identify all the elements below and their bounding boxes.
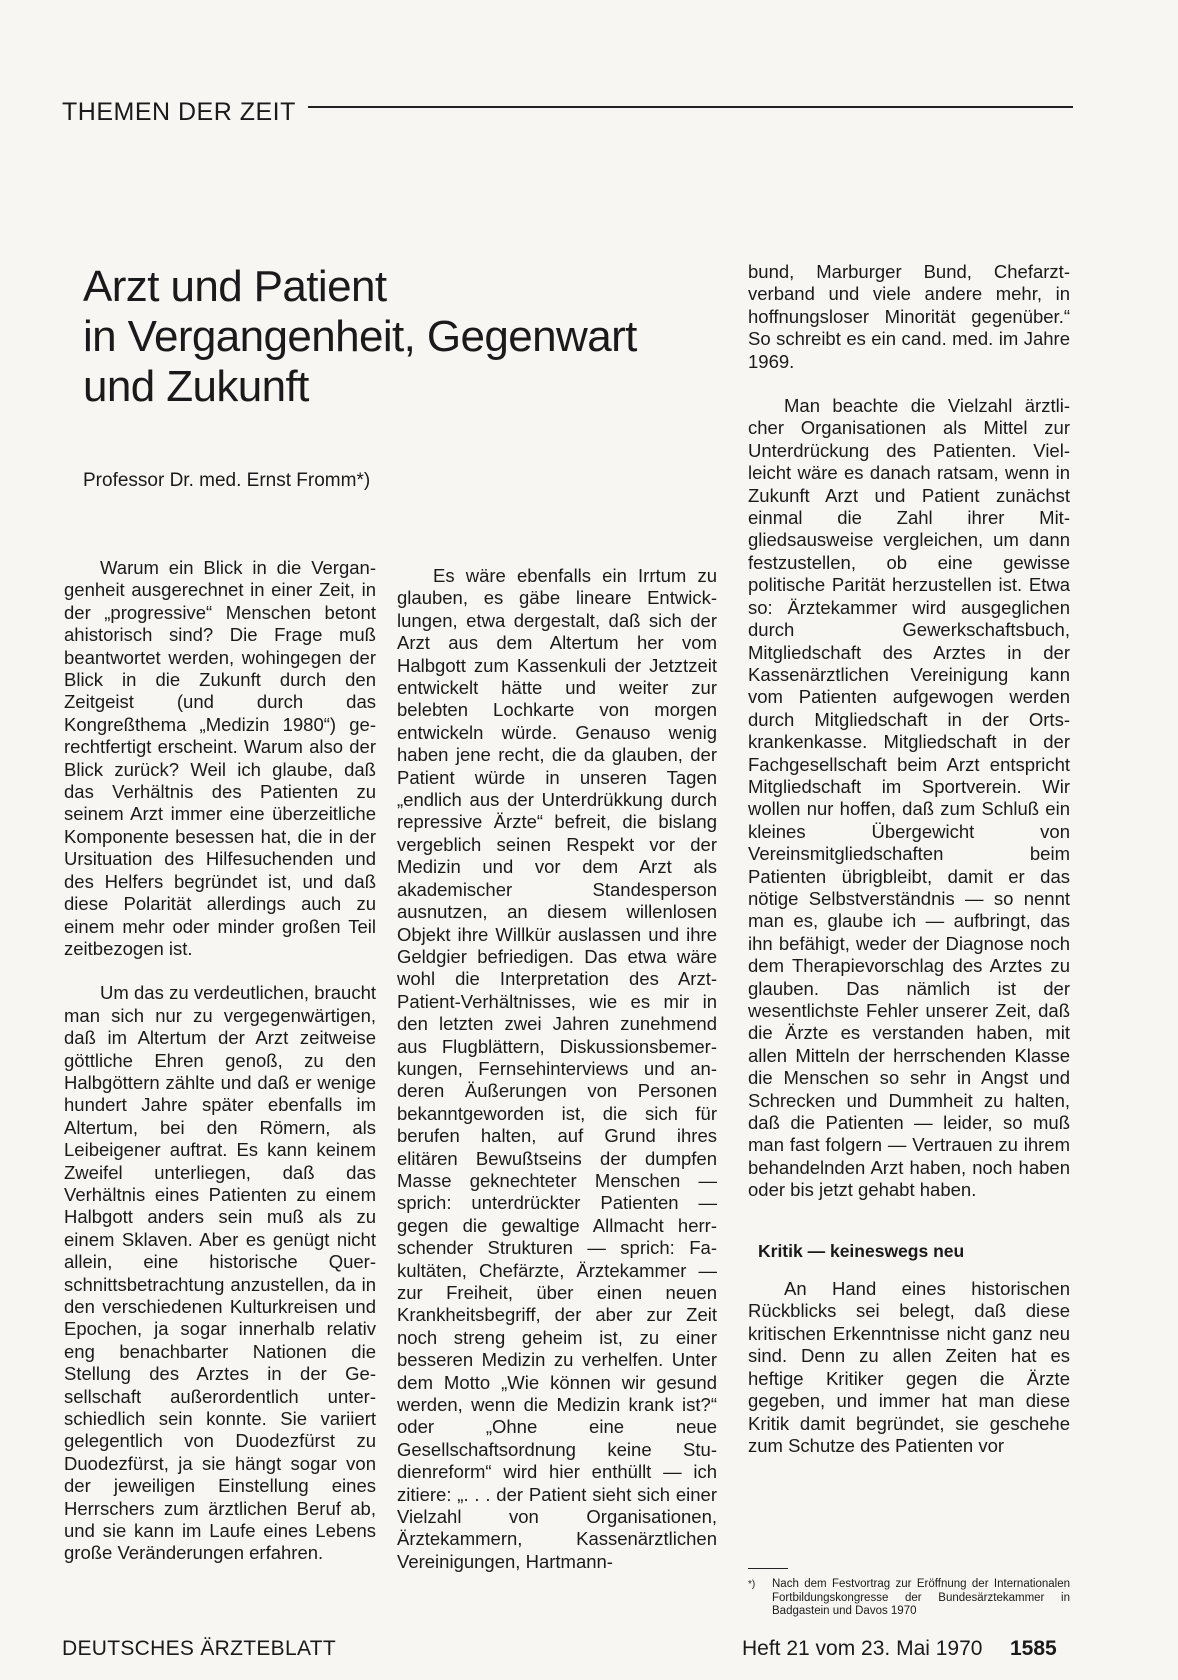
footnote-text: Nach dem Festvortrag zur Eröffnung der Internationalen Fortbildungskongresse der Bundesärztekammer in Badgastein und Davos 1970 bbox=[772, 1578, 1070, 1617]
footer-page-number: 1585 bbox=[1010, 1637, 1057, 1660]
column-3 bbox=[748, 261, 1070, 1457]
footer-issue: Heft 21 vom 23. Mai 1970 bbox=[742, 1637, 983, 1660]
title-line-2: in Vergangenheit, Gegenwart bbox=[83, 312, 637, 361]
footer-journal: DEUTSCHES ÄRZTEBLATT bbox=[62, 1637, 336, 1660]
section-label: THEMEN DER ZEIT bbox=[62, 98, 296, 126]
column-1 bbox=[64, 557, 376, 1565]
paragraph: Es wäre ebenfalls ein Irrtum zu glauben, es gäbe lineare Entwicklungen, etwa dergestalt, daß sich der Arzt aus dem Altertum her vom Halbgott zum Kassenkuli der Jetztzeit entwickelt hätte und weiter zur belebten Lochkarte von morgen entwickeln würde. Genauso wenig haben jene recht, die da glauben, der Patient würde in unseren Tagen „endlich aus der Unterdrükkung durch repressive Ärzte“ befreit, die bislang vergeblich seinen Respekt vor der Medizin und vor dem Arzt als akademischer Standesperson ausnutzen, an diesem willenlosen Objekt ihre Willkür auslassen und ihre Geldgier befriedigen. Das etwa wäre wohl die Interpretation des Arzt-Patient-Verhältnisses, wie es mir in den letzten zwei Jahren zunehmend aus Flugblättern, Diskussionsbemerkungen, Fernsehinterviews und anderen Äußerungen von Personen bekanntgeworden ist, die sich für berufen halten, auf Grund ihres elitären Bewußtseins der dumpfen Masse geknechteter Menschen — sprich: unterdrückter Patienten — gegen die gewaltige Allmacht herrschender Strukturen — sprich: Fakultäten, Chefärzte, Ärztekammer — zur Freiheit, über einen neuen Krankheitsbegriff, der aber zur Zeit noch streng geheim ist, zu einer besseren Medizin zu verhelfen. Unter dem Motto „Wie können wir gesund werden, wenn die Medizin krank ist?“ oder „Ohne eine neue Gesellschaftsordnung keine Studienreform“ wird hier enthüllt — ich zitiere: „. . . der Patient sieht sich einer Vielzahl von Organisationen, Ärztekammern, Kassenärztlichen Vereinigungen, Hartmann- bbox=[397, 565, 717, 1572]
title-line-3: und Zukunft bbox=[83, 362, 309, 411]
paragraph: Man beachte die Vielzahl ärztlicher Organisationen als Mittel zur Unterdrückung des Patienten. Vielleicht wäre es danach ratsam, wenn in Zukunft Arzt und Patient zunächst einmal die Zahl ihrer Mitgliedsausweise vergleichen, um dann festzustellen, ob eine gewisse politische Parität herzustellen ist. Etwa so: Ärztekammer wird ausgeglichen durch Gewerkschaftsbuch, Mitgliedschaft des Arztes in der Kassenärztlichen Vereinigung kann vom Patienten aufgewogen werden durch Mitgliedschaft in der Ortskrankenkasse. Mitgliedschaft in der Fachgesellschaft beim Arzt entspricht Mitgliedschaft im Sportverein. Wir wollen nur hoffen, daß zum Schluß ein kleines Übergewicht von Vereinsmitgliedschaften beim Patienten übrigbleibt, damit er das nötige Selbstverständnis — so nennt man es, glaube ich — aufbringt, das ihn befähigt, weder der Diagnose noch dem Therapievorschlag des Arztes zu glauben. Das nämlich ist der wesentlichste Fehler unserer Zeit, daß die Ärzte es verstanden haben, mit allen Mitteln der herrschenden Klasse die Menschen so sehr in Angst und Schrecken und Dummheit zu halten, daß die Patienten — leider, so muß man fast folgern — Vertrauen zu ihrem behandelnden Arzt haben, noch haben oder bis jetzt gehabt haben. bbox=[748, 395, 1070, 1201]
paragraph: Um das zu verdeutlichen, braucht man sich nur zu vergegenwärtigen, daß im Altertum der Arzt zeitweise göttliche Ehren genoß, zu den Halbgöttern zählte und daß er wenige hundert Jahre später ebenfalls im Altertum, bei den Römern, als Leibeigener auftrat. Es kann keinem Zweifel unterliegen, daß das Verhältnis eines Patienten zu einem Halbgott anders sein muß als zu einem Sklaven. Aber es genügt nicht allein, eine historische Querschnittsbetrachtung anzustellen, da in den verschiedenen Kulturkreisen und Epochen, ja sogar innerhalb relativ eng benachbarter Nationen die Stellung des Arztes in der Gesellschaft außerordentlich unterschiedlich sein konnte. Sie variiert gelegentlich von Duodezfürst zu Duodezfürst, ja sie hängt sogar von der jeweiligen Einstellung eines Herrschers zum ärztlichen Beruf ab, und sie kann im Laufe eines Lebens große Veränderungen erfahren. bbox=[64, 982, 376, 1564]
section-rule bbox=[308, 106, 1073, 108]
paragraph: Warum ein Blick in die Vergangenheit ausgerechnet in einer Zeit, in der „progressive“ Menschen betont ahistorisch sind? Die Frage muß beantwortet werden, wohingegen der Blick in die Zukunft durch den Zeitgeist (und durch das Kongreßthema „Medizin 1980“) gerechtfertigt erscheint. Warum also der Blick zurück? Weil ich glaube, daß das Verhältnis des Patienten zu seinem Arzt immer eine überzeitliche Komponente besessen hat, die in der Ursituation des Hilfesuchenden und des Helfers begründet ist, und daß diese Polarität allerdings auch zu einem mehr oder minder großen Teil zeitbezogen ist. bbox=[64, 557, 376, 959]
article-title bbox=[83, 262, 683, 412]
footnote-mark: *) bbox=[748, 1579, 756, 1590]
paragraph: bund, Marburger Bund, Chefarztverband und viele andere mehr, in hoffnungsloser Minorität gegenüber.“ So schreibt es ein cand. med. im Jahre 1969. bbox=[748, 261, 1070, 372]
footnote-rule bbox=[748, 1568, 788, 1569]
author-line: Professor Dr. med. Ernst Fromm*) bbox=[83, 470, 371, 491]
column-2 bbox=[397, 565, 717, 1573]
subheading: Kritik — keineswegs neu bbox=[758, 1240, 965, 1261]
footnote bbox=[748, 1578, 1070, 1619]
paragraph: An Hand eines historischen Rückblicks sei belegt, daß diese kritischen Erkenntnisse nicht ganz neu sind. Denn zu allen Zeiten hat es heftige Kritiker gegen die Ärzte gegeben, und immer hat man diese Kritik damit begründet, sie geschehe zum Schutze des Patienten vor bbox=[748, 1278, 1070, 1456]
title-line-1: Arzt und Patient bbox=[83, 262, 387, 311]
